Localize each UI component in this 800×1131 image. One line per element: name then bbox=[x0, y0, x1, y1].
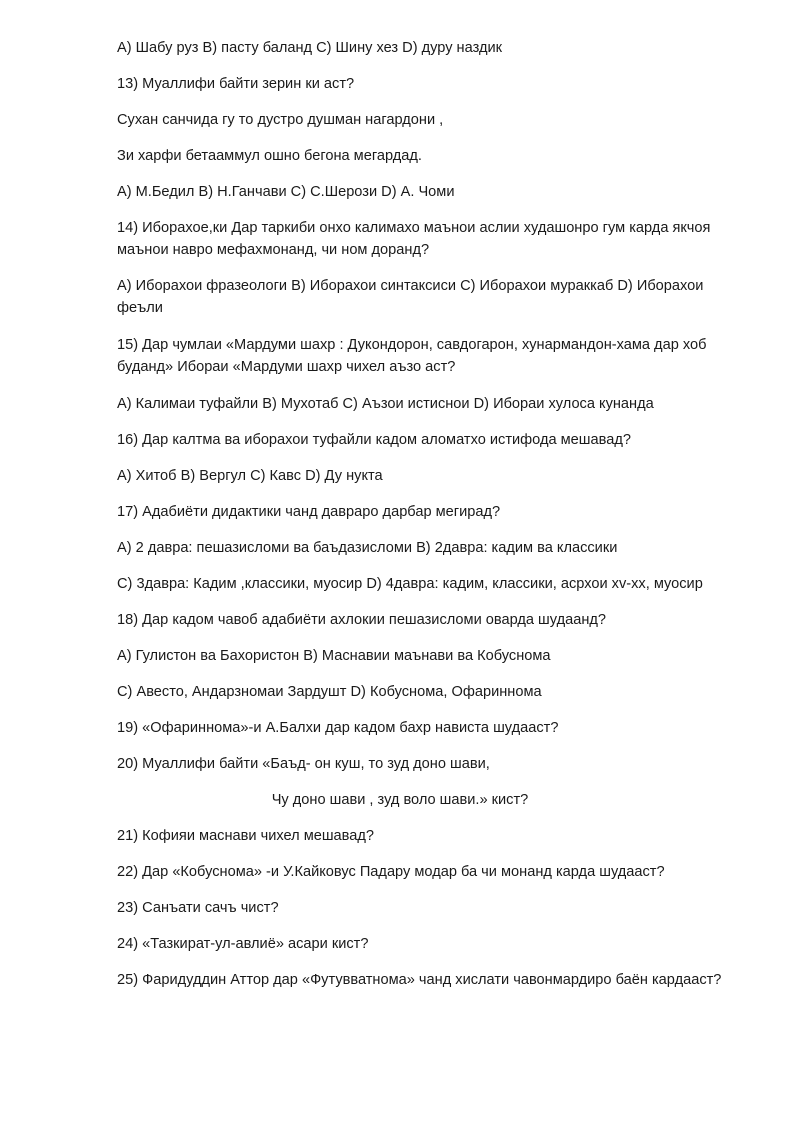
answer-options-15: A) Калимаи туфайли B) Мухотаб C) Аъзои истиснои D) Ибораи хулоса кунанда bbox=[117, 396, 654, 412]
answer-options-12: A) Шабу руз B) пасту баланд C) Шину хез D) дуру наздик bbox=[117, 40, 502, 56]
answer-options-18a: A) Гулистон ва Бахористон B) Маснавии маънави ва Кобуснома bbox=[117, 648, 551, 664]
verse-line-2: Зи харфи бетааммул ошно бегона мегардад. bbox=[117, 148, 422, 164]
answer-options-13: A) М.Бедил B) Н.Ганчави C) С.Шерози D) А. Чоми bbox=[117, 184, 455, 200]
question-24: 24) «Тазкират-ул-авлиё» асари кист? bbox=[117, 936, 369, 952]
question-15: 15) Дар чумлаи «Мардуми шахр : Дукондорон, савдогарон, хунармандон-хама дар хоб буданд» Ибораи «Мардуми шахр чихел аъзо аст? bbox=[117, 337, 707, 375]
question-22: 22) Дар «Кобуснома» -и У.Кайковус Падару модар ба чи монанд карда шудааст? bbox=[117, 864, 665, 880]
verse-line-1: Сухан санчида гу то дустро душман нагардони , bbox=[117, 112, 444, 128]
question-17: 17) Адабиёти дидактики чанд давраро дарбар мегирад? bbox=[117, 504, 501, 520]
question-18: 18) Дар кадом чавоб адабиёти ахлокии пешазисломи оварда шудаанд? bbox=[117, 612, 607, 628]
question-20-verse: Чу доно шави , зуд воло шави.» кист? bbox=[271, 792, 529, 808]
answer-options-16: A) Хитоб B) Вергул C) Кавс D) Ду нукта bbox=[117, 468, 383, 484]
question-16: 16) Дар калтма ва иборахои туфайли кадом аломатхо истифода мешавад? bbox=[117, 432, 631, 448]
question-20: 20) Муаллифи байти «Баъд- он куш, то зуд доно шави, bbox=[117, 756, 490, 772]
answer-options-14: A) Иборахои фразеологи B) Иборахои синтаксиси C) Иборахои мураккаб D) Иборахои феъли bbox=[117, 278, 704, 316]
question-21: 21) Кофияи маснави чихел мешавад? bbox=[117, 828, 375, 844]
answer-options-17a: A) 2 давра: пешазисломи ва баъдазисломи B) 2давра: кадим ва классики bbox=[117, 540, 618, 556]
question-19: 19) «Офариннома»-и А.Балхи дар кадом бахр нависта шудааст? bbox=[117, 720, 559, 736]
question-25: 25) Фаридуддин Аттор дар «Футувватнома» чанд хислати чавонмардиро баён кардааст? bbox=[117, 972, 722, 988]
answer-options-17b: C) 3давра: Кадим ,классики, муосир D) 4давра: кадим, классики, асрхои xv-xx, муосир bbox=[117, 576, 703, 592]
question-23: 23) Санъати сачъ чист? bbox=[117, 900, 279, 916]
answer-options-18b: C) Авесто, Андарзномаи Зардушт D) Кобуснома, Офариннома bbox=[117, 684, 542, 700]
question-14: 14) Иборахое,ки Дар таркиби онхо калимахо маънои аслии худашонро гум карда якчоя маънои навро мефахмонанд, чи ном доранд? bbox=[117, 220, 711, 258]
question-13: 13) Муаллифи байти зерин ки аст? bbox=[117, 76, 355, 92]
